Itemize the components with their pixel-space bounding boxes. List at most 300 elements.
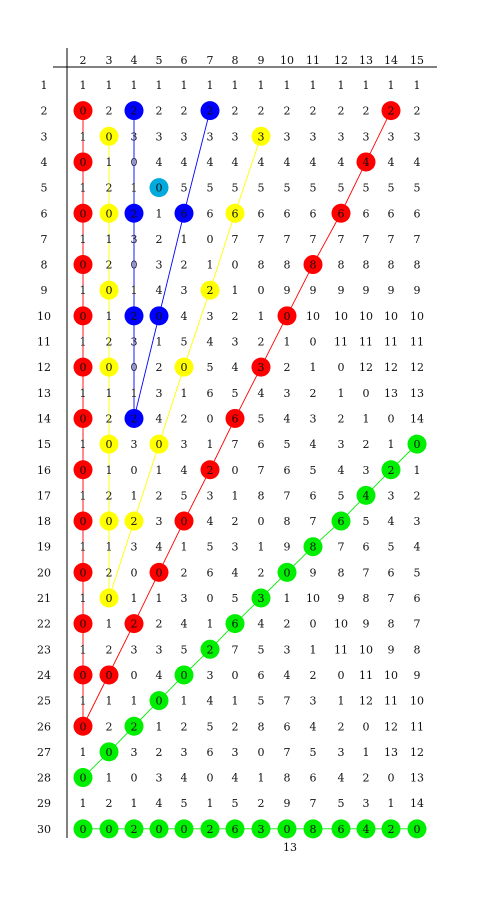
table-cell: 7: [337, 232, 345, 246]
table-cell: 3: [155, 643, 163, 657]
table-cell: 9: [387, 284, 395, 298]
table-cell: 3: [180, 438, 188, 452]
table-cell: 1: [79, 438, 87, 452]
row-label: 16: [37, 463, 51, 477]
table-cell: 0: [130, 771, 138, 785]
table-cell: 0: [105, 130, 113, 144]
table-cell: 3: [155, 130, 163, 144]
table-cell: 2: [387, 822, 395, 836]
table-cell: 1: [79, 130, 87, 144]
table-cell: 0: [231, 258, 239, 272]
table-cell: 0: [283, 566, 291, 580]
table-cell: 0: [257, 745, 265, 759]
table-cell: 1: [387, 438, 395, 452]
table-cell: 11: [384, 335, 398, 349]
table-cell: 4: [180, 463, 188, 477]
table-cell: 1: [309, 643, 317, 657]
table-cell: 7: [309, 797, 317, 811]
table-cell: 4: [362, 822, 370, 836]
table-cell: 0: [130, 361, 138, 375]
table-cell: 1: [155, 463, 163, 477]
table-cell: 1: [231, 694, 239, 708]
row-label: 19: [37, 540, 51, 554]
table-cell: 3: [180, 745, 188, 759]
table-cell: 2: [231, 515, 239, 529]
bottom-label: 13: [283, 841, 297, 854]
table-cell: 2: [413, 104, 421, 118]
row-label: 7: [40, 232, 48, 246]
table-cell: 5: [180, 643, 188, 657]
table-cell: 3: [231, 540, 239, 554]
highlight-circles: [74, 101, 427, 838]
table-cell: 0: [105, 822, 113, 836]
table-cell: 1: [337, 386, 345, 400]
table-cell: 4: [413, 155, 421, 169]
table-cell: 2: [180, 566, 188, 580]
table-cell: 5: [362, 181, 370, 195]
table-cell: 13: [410, 386, 424, 400]
table-cell: 14: [410, 797, 424, 811]
table-cell: 2: [105, 412, 113, 426]
table-cell: 1: [79, 489, 87, 503]
table-cell: 0: [387, 771, 395, 785]
table-cell: 1: [206, 258, 214, 272]
table-cell: 2: [105, 797, 113, 811]
table-cell: 8: [337, 258, 345, 272]
table-cell: 2: [180, 720, 188, 734]
table-cell: 4: [337, 463, 345, 477]
table-cell: 9: [413, 668, 421, 682]
table-cell: 2: [155, 489, 163, 503]
table-cell: 5: [337, 489, 345, 503]
table-cell: 5: [413, 181, 421, 195]
row-label: 28: [37, 771, 51, 785]
column-header: 11: [306, 54, 320, 67]
table-cell: 2: [257, 335, 265, 349]
table-cell: 10: [359, 643, 373, 657]
table-cell: 0: [105, 592, 113, 605]
table-cell: 2: [231, 720, 239, 734]
table-cell: 4: [231, 566, 239, 580]
table-cell: 3: [231, 335, 239, 349]
table-cell: 3: [387, 489, 395, 503]
table-cell: 3: [283, 130, 291, 144]
table-cell: 4: [257, 617, 265, 631]
table-cell: 1: [155, 720, 163, 734]
table-cell: 4: [413, 540, 421, 554]
table-cell: 4: [180, 155, 188, 169]
table-cell: 2: [309, 668, 317, 682]
table-cell: 2: [105, 258, 113, 272]
table-cell: 1: [79, 745, 87, 759]
table-cell: 8: [283, 771, 291, 785]
table-cell: 6: [387, 566, 395, 580]
table-cell: 2: [387, 463, 395, 477]
table-cell: 3: [337, 130, 345, 144]
table-cell: 1: [283, 79, 291, 92]
table-cell: 1: [79, 284, 87, 298]
table-cell: 9: [413, 284, 421, 298]
table-cell: 4: [231, 361, 239, 375]
table-cell: 3: [257, 130, 265, 144]
table-cell: 11: [410, 720, 424, 734]
table-cell: 2: [130, 720, 138, 734]
table-cell: 5: [362, 515, 370, 529]
table-cell: 0: [79, 258, 87, 272]
row-label: 2: [40, 104, 48, 118]
table-cell: 4: [362, 489, 370, 503]
table-cell: 5: [180, 797, 188, 811]
table-cell: 1: [79, 232, 87, 246]
table-cell: 4: [231, 155, 239, 169]
table-cell: 2: [413, 489, 421, 503]
table-cell: 1: [283, 592, 291, 605]
table-cell: 1: [130, 489, 138, 503]
table-cell: 9: [309, 566, 317, 580]
table-cell: 0: [105, 515, 113, 529]
table-cell: 2: [105, 489, 113, 503]
table-cell: 6: [283, 720, 291, 734]
table-cell: 1: [180, 79, 188, 92]
column-header: 2: [79, 54, 87, 67]
table-cell: 11: [410, 335, 424, 349]
table-cell: 2: [105, 104, 113, 118]
table-cell: 4: [155, 284, 163, 298]
table-cell: 4: [309, 720, 317, 734]
table-cell: 8: [257, 258, 265, 272]
table-cell: 9: [309, 284, 317, 298]
table-cell: 6: [206, 386, 214, 400]
table-cell: 10: [384, 309, 398, 323]
table-cell: 0: [79, 412, 87, 426]
table-cell: 2: [130, 822, 138, 836]
table-cell: 0: [155, 694, 163, 708]
table-cell: 0: [79, 617, 87, 631]
row-label: 12: [37, 361, 51, 375]
table-cell: 4: [362, 155, 370, 169]
table-cell: 0: [105, 438, 113, 452]
table-cell: 2: [362, 438, 370, 452]
table-cell: 6: [309, 207, 317, 221]
table-cell: 0: [231, 463, 239, 477]
table-cell: 7: [337, 540, 345, 554]
table-cell: 3: [231, 130, 239, 144]
table-cell: 1: [130, 79, 138, 92]
table-cell: 1: [79, 79, 87, 92]
table-cell: 2: [362, 771, 370, 785]
table-cell: 5: [387, 540, 395, 554]
table-cell: 0: [79, 155, 87, 169]
table-cell: 2: [155, 745, 163, 759]
row-label: 15: [37, 438, 51, 452]
table-cell: 2: [206, 822, 214, 836]
table-cell: 2: [283, 104, 291, 118]
table-cell: 5: [206, 540, 214, 554]
table-cell: 5: [309, 181, 317, 195]
row-label: 6: [40, 207, 48, 221]
table-cell: 4: [155, 155, 163, 169]
table-cell: 0: [362, 720, 370, 734]
table-cell: 2: [155, 232, 163, 246]
table-cell: 1: [257, 79, 265, 92]
table-cell: 4: [387, 515, 395, 529]
table-cell: 0: [155, 309, 163, 323]
table-cell: 4: [206, 515, 214, 529]
table-cell: 8: [257, 489, 265, 503]
table-cell: 2: [180, 412, 188, 426]
table-cell: 1: [387, 797, 395, 811]
table-cell: 0: [105, 284, 113, 298]
table-cell: 0: [180, 361, 188, 375]
table-cell: 3: [130, 130, 138, 144]
table-cell: 6: [337, 207, 345, 221]
table-cell: 0: [79, 668, 87, 682]
table-cell: 0: [155, 181, 163, 195]
column-header: 6: [180, 54, 188, 67]
table-cell: 2: [105, 181, 113, 195]
table-cell: 0: [337, 668, 345, 682]
table-cell: 10: [410, 309, 424, 323]
table-cell: 7: [231, 643, 239, 657]
table-cell: 7: [283, 745, 291, 759]
table-cell: 5: [180, 335, 188, 349]
table-cell: 9: [362, 617, 370, 631]
column-header: 14: [384, 54, 398, 67]
table-cell: 8: [309, 258, 317, 272]
table-cell: 3: [206, 668, 214, 682]
table-cell: 9: [337, 284, 345, 298]
table-cell: 12: [410, 361, 424, 375]
connector-line: [134, 111, 210, 419]
table-cell: 2: [155, 361, 163, 375]
row-label: 29: [37, 797, 51, 811]
table-cell: 3: [337, 438, 345, 452]
table-cell: 4: [155, 540, 163, 554]
table-cell: 4: [231, 771, 239, 785]
table-cell: 7: [387, 592, 395, 605]
table-cell: 1: [130, 797, 138, 811]
table-cell: 3: [206, 309, 214, 323]
table-cell: 1: [105, 617, 113, 631]
table-cell: 0: [257, 284, 265, 298]
table-cell: 10: [334, 617, 348, 631]
table-cell: 0: [362, 386, 370, 400]
table-cell: 1: [79, 386, 87, 400]
table-cell: 3: [387, 130, 395, 144]
table-cell: 0: [206, 771, 214, 785]
table-cell: 0: [337, 361, 345, 375]
table-cell: 14: [410, 412, 424, 426]
table-cell: 4: [283, 155, 291, 169]
row-label: 1: [40, 79, 48, 92]
table-cell: 9: [283, 540, 291, 554]
table-cell: 1: [283, 335, 291, 349]
table-cell: 12: [359, 361, 373, 375]
table-cell: 4: [180, 309, 188, 323]
table-cell: 1: [362, 412, 370, 426]
column-header: 15: [410, 54, 424, 67]
table-cell: 1: [79, 181, 87, 195]
table-cell: 6: [206, 207, 214, 221]
table-cell: 3: [337, 745, 345, 759]
table-cell: 0: [79, 207, 87, 221]
table-cell: 6: [231, 822, 239, 836]
table-cell: 0: [79, 566, 87, 580]
column-header: 12: [334, 54, 348, 67]
table-cell: 1: [130, 386, 138, 400]
table-cell: 7: [231, 232, 239, 246]
table-cell: 5: [413, 566, 421, 580]
table-cell: 4: [337, 771, 345, 785]
table-cell: 6: [309, 771, 317, 785]
column-header: 13: [359, 54, 373, 67]
table-cell: 6: [413, 207, 421, 221]
column-header: 9: [257, 54, 265, 67]
table-cell: 4: [387, 155, 395, 169]
table-cell: 6: [206, 566, 214, 580]
table-cell: 8: [362, 592, 370, 605]
table-cell: 0: [206, 412, 214, 426]
table-cell: 8: [337, 566, 345, 580]
table-cell: 1: [79, 335, 87, 349]
table-cell: 1: [105, 540, 113, 554]
table-cell: 12: [384, 361, 398, 375]
table-cell: 9: [387, 643, 395, 657]
table-cell: 9: [283, 797, 291, 811]
table-cell: 3: [362, 797, 370, 811]
table-cell: 1: [105, 79, 113, 92]
table-cell: 2: [231, 309, 239, 323]
table-cell: 1: [79, 592, 87, 605]
table-cell: 5: [283, 181, 291, 195]
table-cell: 3: [206, 489, 214, 503]
table-cell: 8: [257, 720, 265, 734]
table-cell: 9: [337, 592, 345, 605]
row-label: 24: [37, 668, 51, 682]
table-cell: 1: [180, 540, 188, 554]
table-cell: 3: [130, 643, 138, 657]
table-cell: 4: [257, 155, 265, 169]
table-cell: 5: [206, 181, 214, 195]
table-cell: 2: [105, 643, 113, 657]
table-cell: 1: [105, 463, 113, 477]
row-label: 26: [37, 720, 51, 734]
table-cell: 1: [337, 694, 345, 708]
table-cell: 8: [309, 540, 317, 554]
table-cell: 0: [387, 412, 395, 426]
table-cell: 1: [231, 79, 239, 92]
table-cell: 1: [309, 79, 317, 92]
row-label: 27: [37, 745, 51, 759]
table-cell: 1: [130, 592, 138, 605]
table-cell: 2: [362, 104, 370, 118]
table-cell: 5: [206, 720, 214, 734]
table-cell: 1: [387, 79, 395, 92]
table-cell: 4: [283, 412, 291, 426]
table-cell: 3: [155, 515, 163, 529]
column-header: 8: [231, 54, 239, 67]
table-cell: 3: [206, 130, 214, 144]
table-cell: 10: [334, 309, 348, 323]
table-cell: 2: [337, 104, 345, 118]
table-cell: 1: [79, 797, 87, 811]
table-cell: 2: [257, 797, 265, 811]
table-cell: 1: [257, 771, 265, 785]
table-cell: 8: [362, 258, 370, 272]
column-header: 4: [130, 54, 138, 67]
table-cell: 1: [155, 79, 163, 92]
table-cell: 0: [130, 566, 138, 580]
table-cell: 3: [309, 130, 317, 144]
table-cell: 1: [206, 797, 214, 811]
table-cell: 4: [155, 412, 163, 426]
table-cell: 2: [206, 104, 214, 118]
table-cell: 1: [130, 694, 138, 708]
table-cell: 6: [413, 592, 421, 605]
table-cell: 1: [180, 386, 188, 400]
table-cell: 5: [206, 361, 214, 375]
table-cell: 3: [362, 463, 370, 477]
table-cell: 5: [257, 643, 265, 657]
table-cell: 6: [257, 438, 265, 452]
table-cell: 0: [105, 745, 113, 759]
table-cell: 1: [206, 617, 214, 631]
table-cell: 2: [283, 617, 291, 631]
table-cell: 7: [257, 463, 265, 477]
table-cell: 7: [257, 232, 265, 246]
table-cell: 7: [413, 617, 421, 631]
table-cell: 7: [362, 232, 370, 246]
row-label: 9: [40, 284, 48, 298]
table-cell: 3: [362, 130, 370, 144]
table-cell: 1: [309, 361, 317, 375]
table-cell: 5: [283, 438, 291, 452]
table-cell: 0: [309, 335, 317, 349]
table-cell: 1: [155, 592, 163, 605]
row-label: 17: [37, 489, 51, 503]
table-cell: 6: [387, 207, 395, 221]
table-cell: 1: [413, 463, 421, 477]
row-label: 8: [40, 258, 48, 272]
table-cell: 2: [257, 566, 265, 580]
table-cell: 6: [231, 412, 239, 426]
table-cell: 0: [130, 463, 138, 477]
table-cell: 2: [130, 515, 138, 529]
table-cell: 3: [180, 592, 188, 605]
table-cell: 7: [283, 232, 291, 246]
table-cell: 8: [309, 822, 317, 836]
table-cell: 5: [231, 181, 239, 195]
table-cell: 3: [309, 694, 317, 708]
table-cell: 6: [283, 207, 291, 221]
table-cell: 2: [206, 463, 214, 477]
table-cell: 0: [105, 207, 113, 221]
table-cell: 0: [79, 822, 87, 836]
table-cell: 7: [309, 232, 317, 246]
table-cell: 1: [362, 745, 370, 759]
table-cell: 2: [337, 720, 345, 734]
table-cell: 0: [155, 438, 163, 452]
table-cell: 0: [413, 438, 421, 452]
row-label: 3: [40, 130, 48, 144]
table-cell: 4: [309, 438, 317, 452]
table-cell: 2: [130, 617, 138, 631]
table-cell: 10: [306, 309, 320, 323]
table-cell: 7: [387, 232, 395, 246]
column-header: 3: [105, 54, 113, 67]
table-cell: 6: [231, 207, 239, 221]
table-cell: 2: [155, 104, 163, 118]
